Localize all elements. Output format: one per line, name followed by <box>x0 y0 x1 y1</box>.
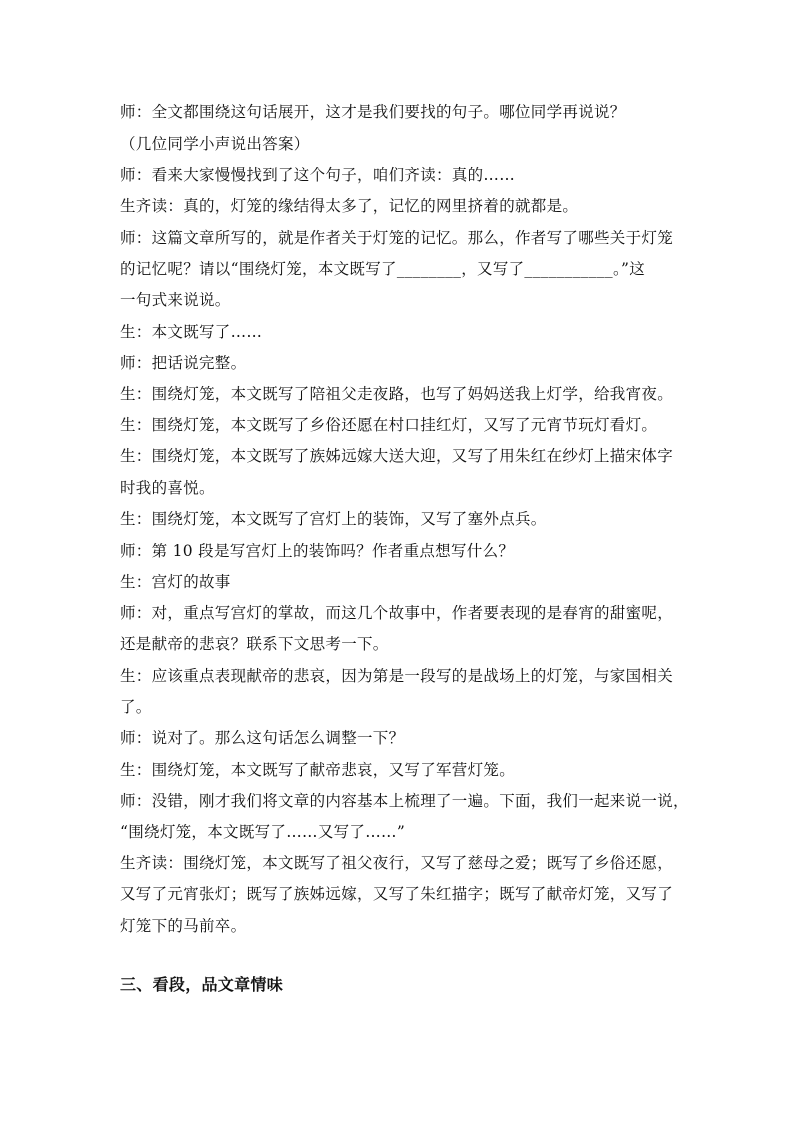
transcript-line: 师：这篇文章所写的，就是作者关于灯笼的记忆。那么，作者写了哪些关于灯笼 <box>120 229 674 247</box>
transcript-line: 师：第 10 段是写宫灯上的装饰吗？作者重点想写什么？ <box>120 542 515 560</box>
transcript-line: 师：看来大家慢慢找到了这个句子，咱们齐读：真的…… <box>120 166 516 184</box>
section-heading: 三、看段，品文章情味 <box>120 975 284 994</box>
transcript-line: 还是献帝的悲哀？联系下文思考一下。 <box>120 635 389 653</box>
transcript-line: 生：围绕灯笼，本文既写了乡俗还愿在村口挂红灯，又写了元宵节玩灯看灯。 <box>120 416 658 434</box>
transcript-line: 生：围绕灯笼，本文既写了献帝悲哀，又写了军营灯笼。 <box>120 761 516 779</box>
transcript-line: 一句式来说说。 <box>120 291 231 309</box>
transcript-line: （几位同学小声说出答案） <box>120 135 310 153</box>
transcript-line: 生：本文既写了…… <box>120 323 263 341</box>
transcript-line: 了。 <box>120 698 152 716</box>
transcript-line: 生：应该重点表现献帝的悲哀，因为第是一段写的是战场上的灯笼，与家国相关 <box>120 667 674 685</box>
transcript-line: 师：没错，刚才我们将文章的内容基本上梳理了一遍。下面，我们一起来说一说， <box>120 792 689 810</box>
transcript-line: 又写了元宵张灯；既写了族姊远嫁，又写了朱红描字；既写了献帝灯笼，又写了 <box>120 885 674 903</box>
transcript-line: 师：把话说完整。 <box>120 354 247 372</box>
transcript-line: 生齐读：真的，灯笼的缘结得太多了，记忆的网里挤着的就都是。 <box>120 197 579 215</box>
transcript-line: 生：围绕灯笼，本文既写了宫灯上的装饰，又写了塞外点兵。 <box>120 510 547 528</box>
transcript-line: “围绕灯笼，本文既写了……又写了……” <box>120 823 406 841</box>
transcript-line: 生：围绕灯笼，本文既写了陪祖父走夜路，也写了妈妈送我上灯学，给我宵夜。 <box>120 385 674 403</box>
transcript-line: 灯笼下的马前卒。 <box>120 917 247 935</box>
transcript-line: 生齐读：围绕灯笼，本文既写了祖父夜行，又写了慈母之爱；既写了乡俗还愿， <box>120 854 674 872</box>
transcript-line: 生：围绕灯笼，本文既写了族姊远嫁大送大迎，又写了用朱红在纱灯上描宋体字 <box>120 447 674 465</box>
transcript-line: 师：说对了。那么这句话怎么调整一下？ <box>120 729 405 747</box>
transcript-line: 师：对，重点写宫灯的掌故，而这几个故事中，作者要表现的是春宵的甜蜜呢， <box>120 604 674 622</box>
transcript-line: 生：宫灯的故事 <box>120 573 231 591</box>
transcript-line: 师：全文都围绕这句话展开，这才是我们要找的句子。哪位同学再说说？ <box>120 103 626 121</box>
transcript-line: 的记忆呢？请以“围绕灯笼，本文既写了________，又写了___________。”这 <box>120 260 646 278</box>
transcript-line: 时我的喜悦。 <box>120 479 215 497</box>
